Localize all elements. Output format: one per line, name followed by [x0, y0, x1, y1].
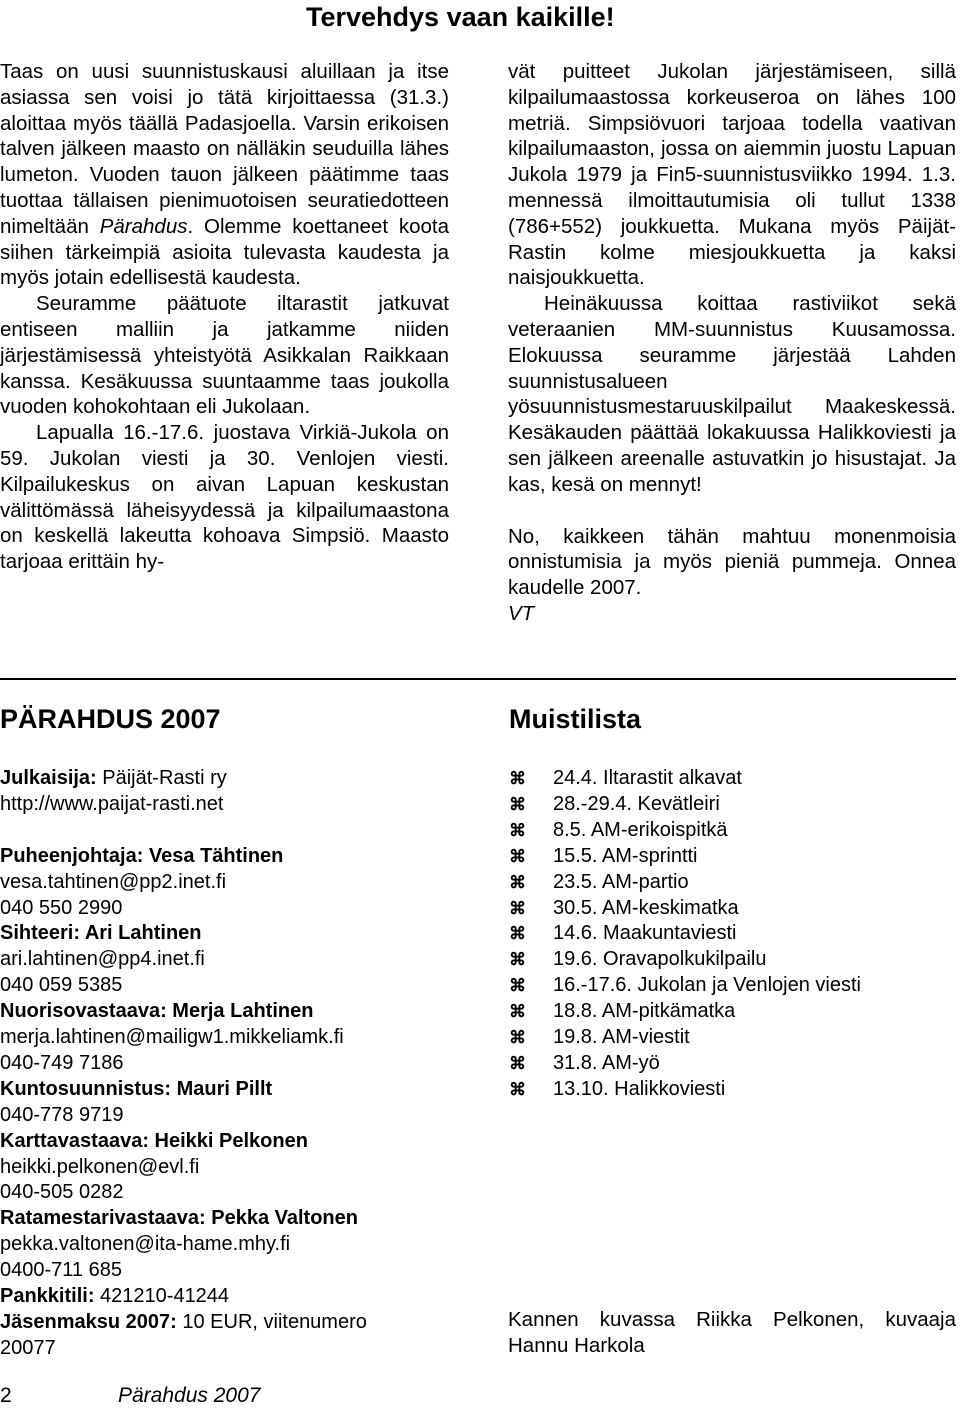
- list-item-text: 19.6. Oravapolkukilpailu: [553, 948, 767, 971]
- article-paragraph-2: Seuramme päätuote iltarastit jatkuvat entiseen malliin ja jatkamme niiden järjestämisessä yhteistyötä Asikkalan Raikkaan kanssa. Kesäkuussa suuntaamme taas joukolla vuoden kohokohtaan eli Jukolaan.: [0, 292, 449, 419]
- command-key-icon: ⌘: [509, 1028, 526, 1048]
- article-paragraph-3: Lapualla 16.-17.6. juostava Virkiä-Jukola on 59. Jukolan viesti ja 30. Venlojen viesti. Kilpailukeskus on aivan Lapuan keskustan välittömässä läheisyydessä ja kilpailumaastona on keskellä lakeutta kohoava Simpsiö. Maasto tarjoaa erittäin hy-: [0, 421, 449, 574]
- article-paragraph-6: No, kaikkeen tähän mahtuu monenmoisia onnistumisia ja myös pieniä pummeja. Onnea kaudelle 2007.: [508, 524, 956, 600]
- courses-name: Ratamestarivastaava: Pekka Valtonen: [0, 1207, 358, 1230]
- colophon-heading: PÄRAHDUS 2007: [0, 704, 221, 734]
- list-item-text: 16.-17.6. Jukolan ja Venlojen viesti: [553, 974, 861, 997]
- command-key-icon: ⌘: [509, 924, 526, 944]
- courses-email[interactable]: pekka.valtonen@ita-hame.mhy.fi: [0, 1233, 291, 1256]
- secretary-phone: 040 059 5385: [0, 974, 123, 997]
- list-item-text: 15.5. AM-sprintti: [553, 844, 698, 867]
- page-title: Tervehdys vaan kaikille!: [306, 2, 615, 32]
- command-key-icon: ⌘: [509, 846, 526, 866]
- fitness-phone: 040-778 9719: [0, 1103, 124, 1126]
- list-item: [509, 896, 956, 922]
- chair-email[interactable]: vesa.tahtinen@pp2.inet.fi: [0, 870, 227, 893]
- article-left-column: [0, 59, 449, 575]
- page-number: 2: [0, 1384, 12, 1407]
- publisher-row: Julkaisija: Päijät-Rasti ry: [0, 767, 227, 789]
- secretary-name: Sihteeri: Ari Lahtinen: [0, 922, 202, 945]
- secretary-email[interactable]: ari.lahtinen@pp4.inet.fi: [0, 948, 205, 971]
- article-paragraph-1: Taas on uusi suunnistuskausi aluillaan ja itse asiassa sen voisi jo tätä kirjoittaessa (31.3.) aloittaa myös täällä Padasjoella. Varsin erikoisen talven jälkeen maasto on nälläkin seuduilla lähes lumeton. Vuoden tauon jälkeen päätimme taas tuottaa tällaisen pienimuotoisen seuratiedotteen nimeltään Pärahdus. Olemme koettaneet koota siihen tärkeimpiä asioita tulevasta kaudesta ja myös jotain edellisestä kaudesta.: [0, 60, 449, 290]
- colophon: [0, 766, 470, 1362]
- chair-name: Puheenjohtaja: Vesa Tähtinen: [0, 844, 284, 867]
- command-key-icon: ⌘: [509, 872, 526, 892]
- list-item: [509, 1077, 956, 1103]
- list-item: [509, 844, 956, 870]
- chair-phone: 040 550 2990: [0, 896, 123, 919]
- muistilista-heading: Muistilista: [509, 704, 642, 734]
- list-item-text: 14.6. Maakuntaviesti: [553, 922, 737, 945]
- list-item-text: 24.4. Iltarastit alkavat: [553, 767, 742, 789]
- command-key-icon: ⌘: [509, 769, 526, 788]
- article-signature: VT: [508, 601, 535, 625]
- bank-account: Pankkitili: 421210-41244: [0, 1285, 230, 1308]
- list-item: [509, 1051, 956, 1077]
- list-item-text: 13.10. Halikkoviesti: [553, 1077, 726, 1100]
- maps-phone: 040-505 0282: [0, 1181, 124, 1204]
- command-key-icon: ⌘: [509, 1002, 526, 1022]
- list-item: [509, 921, 956, 947]
- list-item-text: 18.8. AM-pitkämatka: [553, 1000, 736, 1023]
- command-key-icon: ⌘: [509, 950, 526, 970]
- list-item: [509, 973, 956, 999]
- cover-credit: Kannen kuvassa Riikka Pelkonen, kuvaaja Hannu Harkola: [508, 1308, 956, 1357]
- list-item-text: 8.5. AM-erikoispitkä: [553, 818, 728, 841]
- command-key-icon: ⌘: [509, 794, 526, 814]
- membership-ref: 20077: [0, 1336, 56, 1359]
- command-key-icon: ⌘: [509, 976, 526, 996]
- list-item-text: 28.-29.4. Kevätleiri: [553, 792, 720, 815]
- website-link[interactable]: http://www.paijat-rasti.net: [0, 792, 224, 815]
- list-item: [509, 1025, 956, 1051]
- spacer: [0, 818, 470, 844]
- page-footer: [0, 1384, 260, 1408]
- youth-email[interactable]: merja.lahtinen@mailigw1.mikkeliamk.fi: [0, 1026, 344, 1049]
- section-divider: [0, 678, 956, 680]
- maps-email[interactable]: heikki.pelkonen@evl.fi: [0, 1155, 200, 1178]
- list-item-text: 19.8. AM-viestit: [553, 1026, 690, 1049]
- footer-publication: Pärahdus 2007: [118, 1384, 261, 1407]
- list-item: [509, 818, 956, 844]
- list-item: [509, 947, 956, 973]
- membership-fee: Jäsenmaksu 2007: 10 EUR, viitenumero: [0, 1311, 367, 1334]
- command-key-icon: ⌘: [509, 1053, 526, 1073]
- list-item-text: 31.8. AM-yö: [553, 1051, 660, 1074]
- youth-phone: 040-749 7186: [0, 1051, 124, 1074]
- article-paragraph-5: Heinäkuussa koittaa rastiviikot sekä veteraanien MM-suunnistus Kuusamossa. Elokuussa seuramme järjestää Lahden suunnistusalueen yösuunnistusmestaruuskilpailut Maakeskessä. Kesäkauden päättää lokakuussa Halikkoviesti ja sen jälkeen areenalle astuvatkin jo hisustajat. Ja kas, kesä on mennyt!: [508, 292, 956, 496]
- article-paragraph-4: vät puitteet Jukolan järjestämiseen, sillä kilpailumaastossa korkeuseroa on lähes 100 metriä. Simpsiövuori tarjoaa todella vaativan kilpailumaaston, jossa on aiemmin juostu Lapuan Jukola 1979 ja Fin5-suunnistusviikko 1994. 1.3. mennessä ilmoittautumisia oli tullut 1338 (786+552) joukkuetta. Mukana myös Päijät-Rastin kolme miesjoukkuetta ja kaksi naisjoukkuetta.: [508, 60, 956, 290]
- list-item: [509, 766, 956, 792]
- fitness-name: Kuntosuunnistus: Mauri Pillt: [0, 1077, 273, 1100]
- muistilista-list: [509, 766, 956, 1103]
- list-item: [509, 999, 956, 1025]
- maps-name: Karttavastaava: Heikki Pelkonen: [0, 1129, 308, 1152]
- list-item-text: 30.5. AM-keskimatka: [553, 896, 739, 919]
- command-key-icon: ⌘: [509, 898, 526, 918]
- publication-name: Pärahdus: [99, 214, 188, 238]
- courses-phone: 0400-711 685: [0, 1259, 122, 1282]
- command-key-icon: ⌘: [509, 1079, 526, 1099]
- command-key-icon: ⌘: [509, 820, 526, 840]
- list-item: [509, 792, 956, 818]
- list-item: [509, 870, 956, 896]
- list-item-text: 23.5. AM-partio: [553, 870, 689, 893]
- youth-name: Nuorisovastaava: Merja Lahtinen: [0, 1000, 314, 1023]
- article-right-column: [508, 59, 956, 627]
